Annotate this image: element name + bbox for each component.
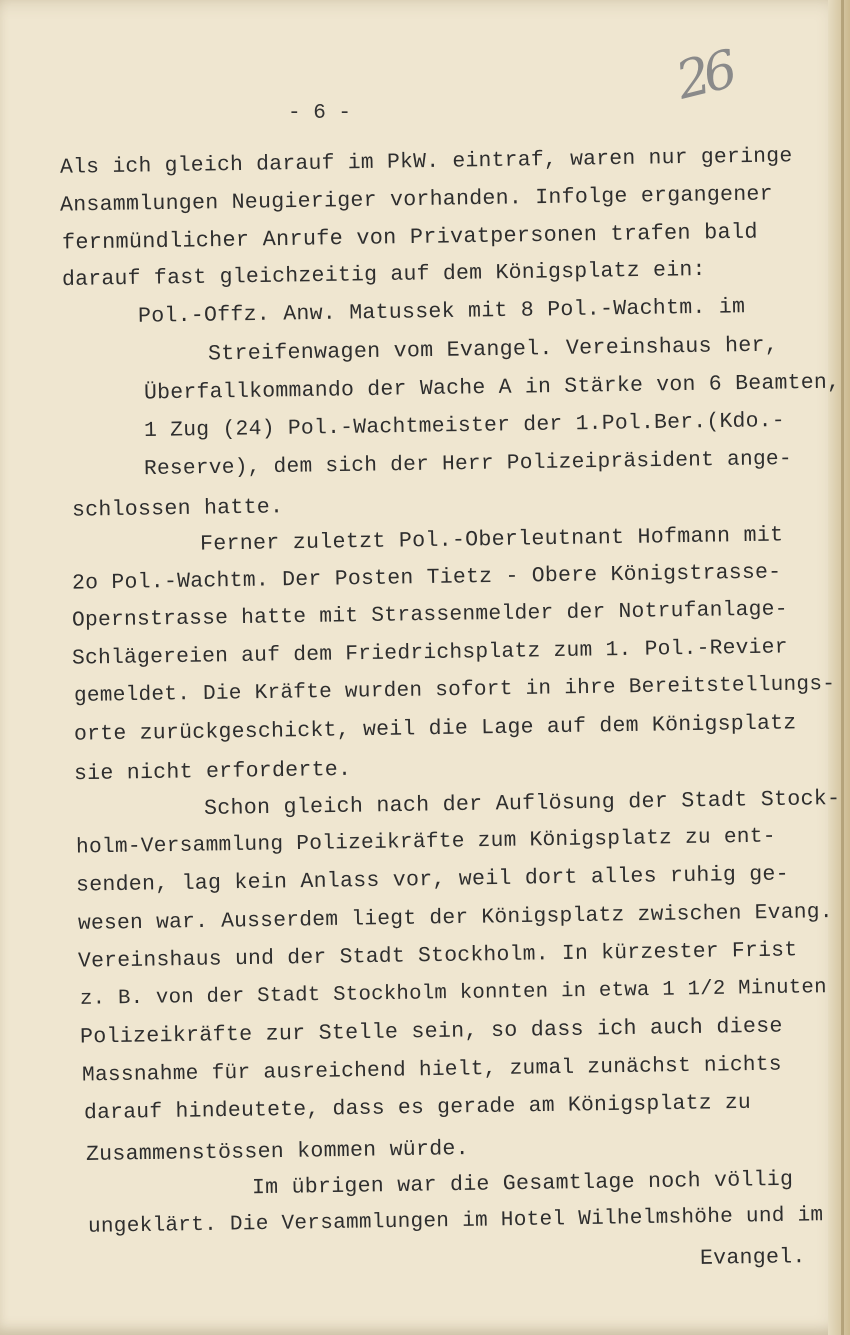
text-line: wesen war. Ausserdem liegt der Königsplatz zwischen Evang. bbox=[77, 900, 834, 936]
text-line: Polizeikräfte zur Stelle sein, so dass ich auch diese bbox=[79, 1014, 783, 1050]
text-line: Opernstrasse hatte mit Strassenmelder der Notrufanlage- bbox=[71, 597, 788, 633]
text-line: Pol.-Offz. Anw. Matussek mit 8 Pol.-Wachtm. im bbox=[137, 295, 746, 329]
text-line: Reserve), dem sich der Herr Polizeipräsident ange- bbox=[143, 446, 793, 482]
page-number: - 6 - bbox=[288, 102, 352, 125]
text-line: schlossen hatte. bbox=[71, 495, 284, 523]
text-line: Schlägereien auf dem Friedrichsplatz zum 1. Pol.-Revier bbox=[71, 635, 788, 671]
text-line: Vereinshaus und der Stadt Stockholm. In kürzester Frist bbox=[77, 938, 798, 974]
text-line: fernmündlicher Anrufe von Privatpersonen trafen bald bbox=[61, 219, 758, 256]
text-line: Evangel. bbox=[699, 1245, 806, 1271]
text-line: Ansammlungen Neugieriger vorhanden. Infolge ergangener bbox=[59, 182, 774, 218]
text-line: Überfallkommando der Wache A in Stärke von 6 Beamten, bbox=[143, 370, 841, 406]
page-edge-shadow bbox=[841, 0, 844, 1335]
text-line: darauf fast gleichzeitig auf dem Königsplatz ein: bbox=[61, 257, 706, 293]
text-line: z. B. von der Stadt Stockholm konnten in etwa 1 1/2 Minuten bbox=[79, 976, 827, 1011]
text-line: senden, lag kein Anlass vor, weil dort alles ruhig ge- bbox=[75, 862, 790, 898]
text-line: Schon gleich nach der Auflösung der Stadt Stock- bbox=[203, 787, 841, 821]
text-line: sie nicht erforderte. bbox=[73, 757, 352, 787]
text-line: 1 Zug (24) Pol.-Wachtmeister der 1.Pol.Ber.(Kdo.- bbox=[143, 408, 786, 444]
text-line: ungeklärt. Die Versammlungen im Hotel Wilhelmshöhe und im bbox=[87, 1204, 824, 1239]
text-line: Streifenwagen vom Evangel. Vereinshaus her, bbox=[207, 333, 779, 367]
text-line: Im übrigen war die Gesamtlage noch völlig bbox=[251, 1167, 794, 1201]
text-line: orte zurückgeschickt, weil die Lage auf dem Königsplatz bbox=[73, 711, 797, 747]
text-line: darauf hindeutete, dass es gerade am Königsplatz zu bbox=[83, 1090, 752, 1126]
text-line: Ferner zuletzt Pol.-Oberleutnant Hofmann mit bbox=[199, 523, 784, 557]
text-line: Massnahme für ausreichend hielt, zumal zunächst nichts bbox=[81, 1052, 782, 1088]
page-edge bbox=[828, 0, 850, 1335]
text-line: Zusammenstössen kommen würde. bbox=[85, 1136, 470, 1168]
text-line: 2o Pol.-Wachtm. Der Posten Tietz - Obere Königstrasse- bbox=[71, 560, 782, 596]
text-line: gemeldet. Die Kräfte wurden sofort in ihre Bereitstellungs- bbox=[73, 673, 836, 708]
folio-mark: 26 bbox=[670, 40, 738, 112]
text-line: holm-Versammlung Polizeikräfte zum Königsplatz zu ent- bbox=[75, 824, 776, 860]
text-line: Als ich gleich darauf im PkW. eintraf, waren nur geringe bbox=[59, 144, 793, 180]
